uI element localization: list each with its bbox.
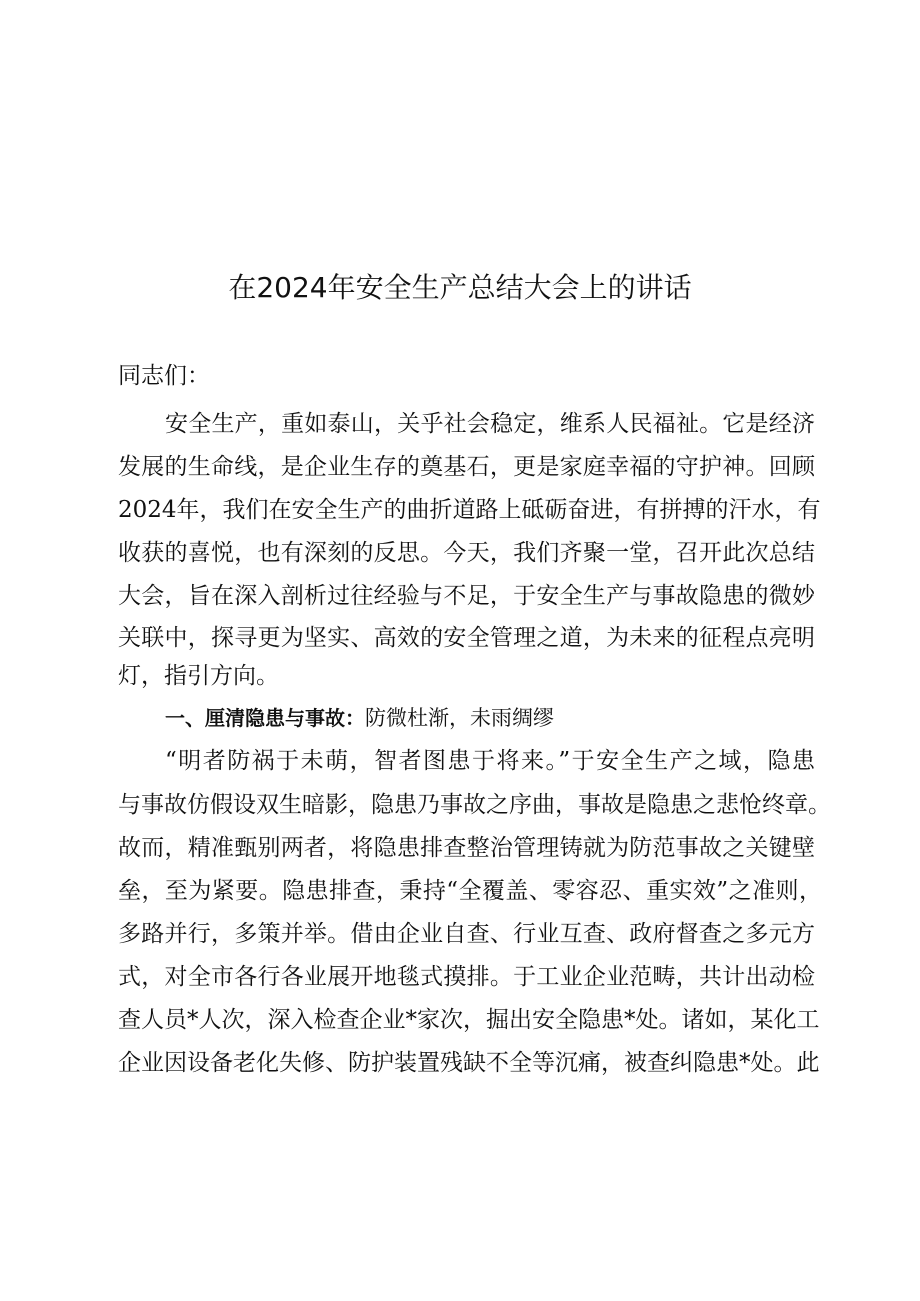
section-1-heading-bold: 一、厘清隐患与事故： [165,706,365,730]
intro-line-5: 大会，旨在深入剖析过往经验与不足，于安全生产与事故隐患的微妙 [118,583,815,609]
section-1-heading-rest: 防微杜渐，未雨绸缪 [365,706,554,730]
section-1-heading [165,702,554,735]
intro-line-1: 安全生产，重如泰山，关乎社会稳定，维系人民福祉。它是经济 [165,411,815,437]
intro-line-4: 收获的喜悦，也有深刻的反思。今天，我们齐聚一堂，召开此次总结 [118,540,815,566]
salutation: 同志们： [118,363,210,389]
section-1-line-6: 式，对全市各行各业展开地毯式摸排。于工业企业范畴，共计出动检 [118,964,815,990]
intro-line-6: 关联中，探寻更为坚实、高效的安全管理之道，为未来的征程点亮明 [118,625,815,651]
section-1-line-2: 与事故仿假设双生暗影，隐患乃事故之序曲，事故是隐患之悲怆终章。 [118,792,831,818]
section-1-line-8: 企业因设备老化失修、防护装置残缺不全等沉痛，被查纠隐患*处。此 [118,1050,820,1076]
section-1-line-4: 垒，至为紧要。隐患排查，秉持“全覆盖、零容忍、重实效”之准则， [118,878,822,904]
intro-line-3: 2024年，我们在安全生产的曲折道路上砥砺奋进，有拼搏的汗水，有 [118,497,821,523]
section-1-line-7: 查人员*人次，深入检查企业*家次，掘出安全隐患*处。诸如，某化工 [118,1007,820,1033]
document-title: 在2024年安全生产总结大会上的讲话 [228,271,692,304]
section-1-line-1: “明者防祸于未萌，智者图患于将来。”于安全生产之域，隐患 [165,748,815,774]
section-1-line-5: 多路并行，多策并举。借由企业自查、行业互查、政府督查之多元方 [118,921,815,947]
intro-line-2: 发展的生命线，是企业生存的奠基石，更是家庭幸福的守护神。回顾 [118,454,815,480]
intro-line-7: 灯，指引方向。 [118,663,279,689]
section-1-line-3: 故而，精准甄别两者，将隐患排查整治管理铸就为防范事故之关键壁 [118,835,815,861]
